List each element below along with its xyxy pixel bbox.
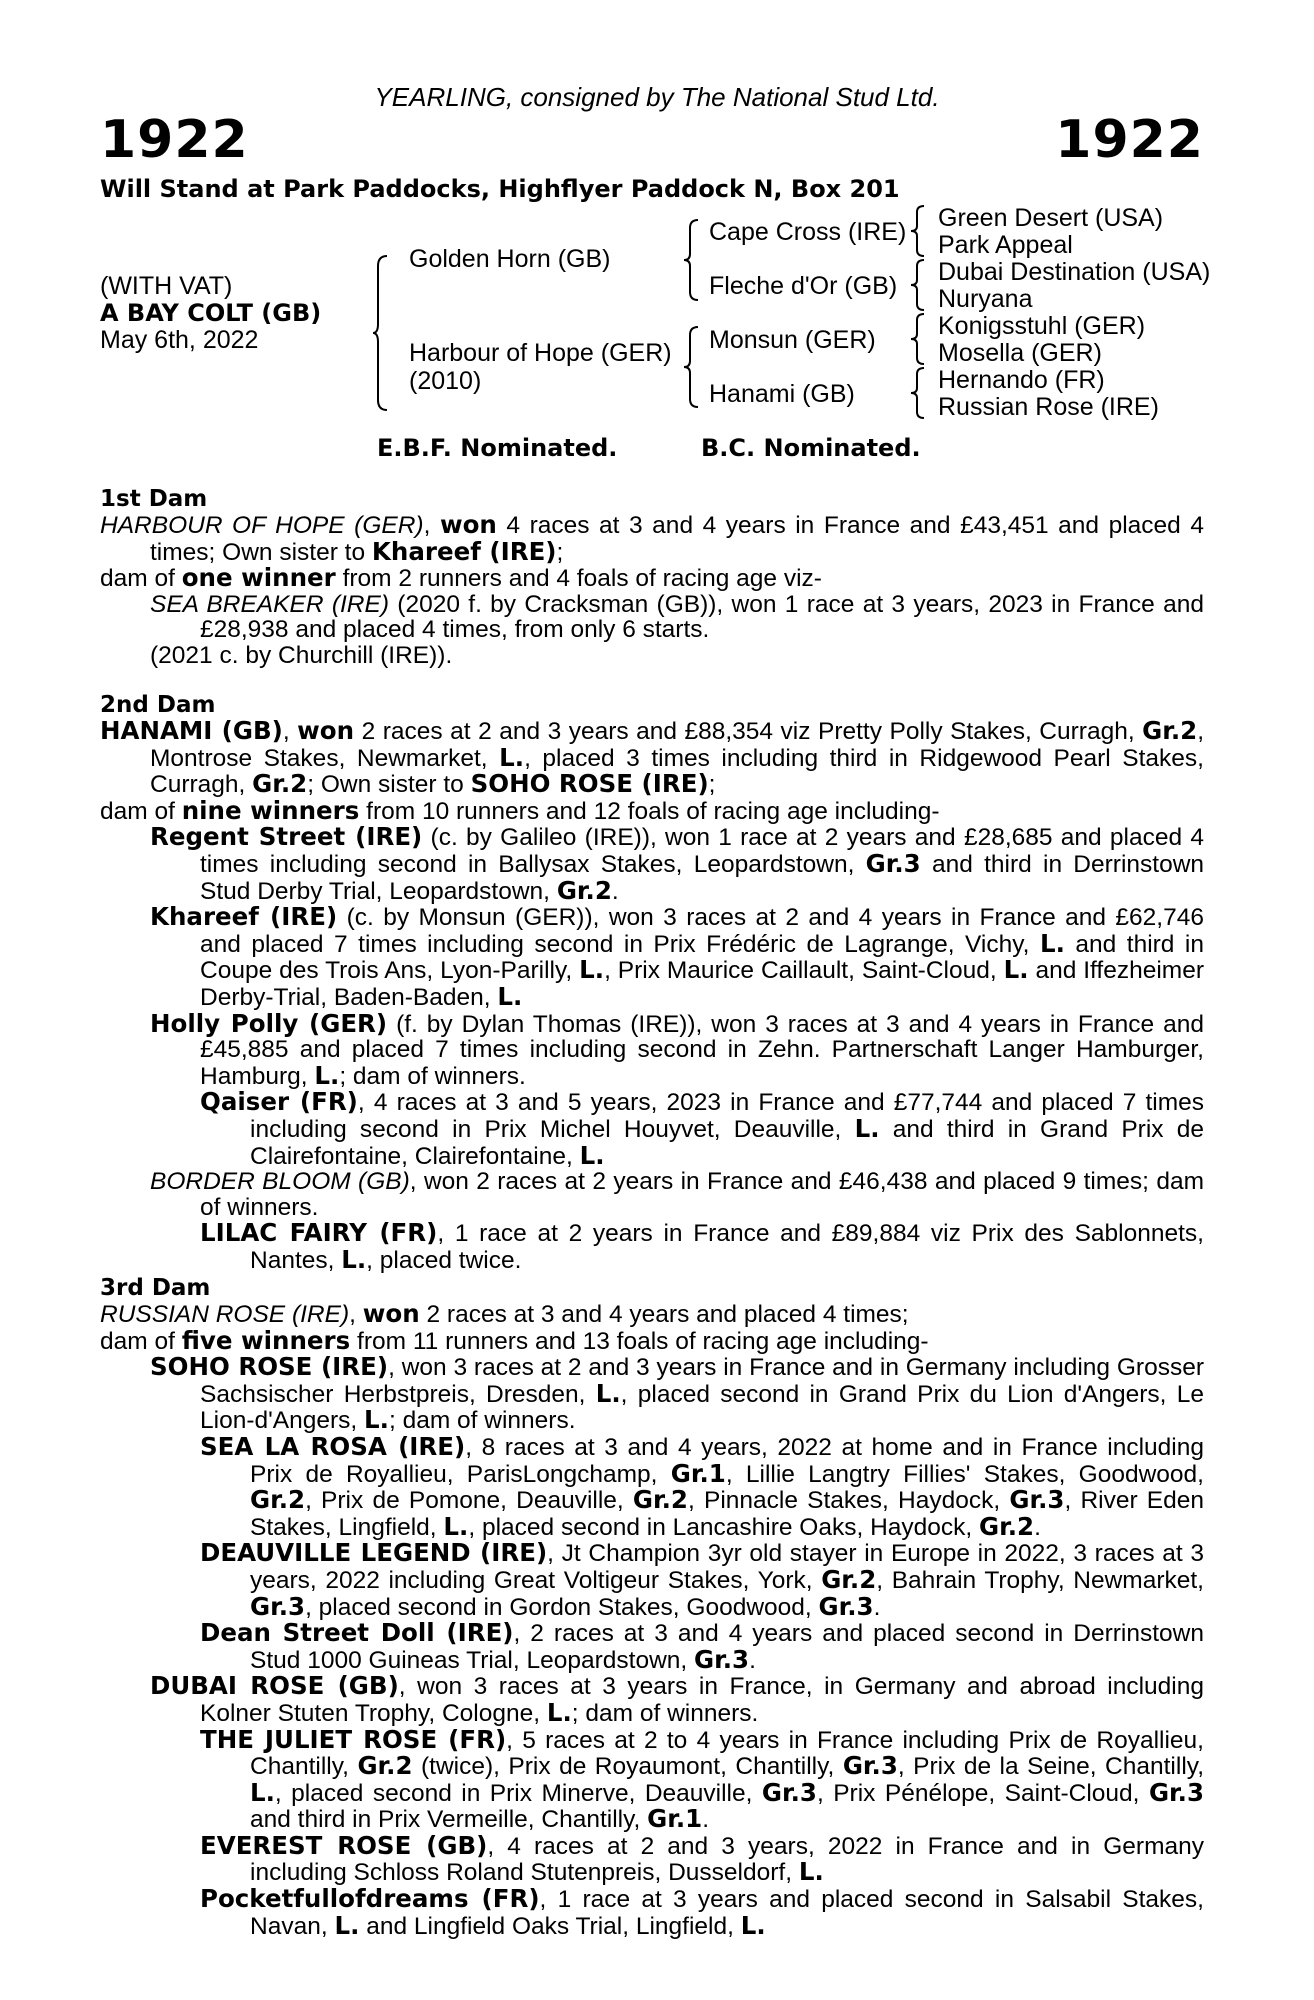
produce-entry: Dean Street Doll (IRE), 2 races at 3 and 4 years and placed second in Derrinstown Stud 1000 Guineas Trial, Leopardstown, Gr.3. — [200, 1618, 1204, 1674]
bc-nomination: B.C. Nominated. — [701, 434, 921, 462]
third-dam-record: RUSSIAN ROSE (IRE), won 2 races at 3 and 4 years and placed 4 times; — [100, 1299, 909, 1328]
first-dam-heading: 1st Dam — [100, 486, 208, 512]
dam-dam: Hanami (GB) — [709, 380, 855, 408]
sire-dam-sire: Dubai Destination (USA) — [938, 258, 1211, 286]
second-dam-produce-summary: dam of nine winners from 10 runners and 12 foals of racing age including- — [100, 795, 940, 825]
produce-entry: SOHO ROSE (IRE), won 3 races at 2 and 3 years in France and in Germany including Grosser Sachsischer Herbstpreis, Dresden, L., placed second in Grand Prix du Lion d'Angers, Le Lion-d'Angers, L.; dam of winners. — [150, 1352, 1205, 1435]
pedigree-brace-sd — [910, 258, 928, 312]
horse-name: BORDER BLOOM (GB) — [150, 1168, 410, 1196]
dam-name: HARBOUR OF HOPE (GER) — [100, 512, 424, 539]
horse-name: EVEREST ROSE (GB) — [200, 1830, 488, 1860]
dam-name: HANAMI (GB) — [100, 716, 283, 745]
second-dam-record: HANAMI (GB), won 2 races at 2 and 3 years and £88,354 viz Pretty Polly Stakes, Curragh, Gr.2, Montrose Stakes, Newmarket, L., placed 3 times including third in Ridgewood Pearl Stakes, Curragh, Gr.2; Own sister to SOHO ROSE (IRE); — [100, 716, 1205, 799]
third-dam-section — [100, 1275, 1204, 1939]
stabling-location: Will Stand at Park Paddocks, Highflyer Paddock N, Box 201 — [100, 175, 900, 203]
lot-number-left: 1922 — [100, 110, 249, 170]
dam-name: Harbour of Hope (GER) — [409, 339, 672, 367]
produce-entry: EVEREST ROSE (GB), 4 races at 2 and 3 years, 2022 in France and in Germany including Schloss Roland Stutenpreis, Dusseldorf, L. — [200, 1830, 1204, 1887]
horse-name: THE JULIET ROSE (FR) — [200, 1724, 507, 1754]
horse-name: Dean Street Doll (IRE) — [200, 1618, 514, 1648]
pedigree-brace-sire — [683, 218, 703, 302]
lot-number-right: 1922 — [1055, 110, 1204, 170]
horse-name: DEAUVILLE LEGEND (IRE) — [200, 1538, 548, 1568]
produce-entry: BORDER BLOOM (GB), won 2 races at 2 years in France and £46,438 and placed 9 times; dam of winners. — [150, 1168, 1204, 1221]
dam-sire-sire: Konigsstuhl (GER) — [938, 312, 1146, 340]
dam-sire-dam: Mosella (GER) — [938, 339, 1102, 367]
horse-name: Pocketfullofdreams (FR) — [200, 1884, 540, 1914]
produce-entry: Regent Street (IRE) (c. by Galileo (IRE)), won 1 race at 2 years and £28,685 and placed 4 times including second in Ballysax Stakes, Leopardstown, Gr.3 and third in Derrinstown Stud Derby Trial, Leopardstown, Gr.2. — [150, 822, 1205, 905]
horse-name: SEA LA ROSA (IRE) — [200, 1431, 466, 1461]
horse-name: SOHO ROSE (IRE) — [150, 1352, 389, 1382]
produce-entry: DEAUVILLE LEGEND (IRE), Jt Champion 3yr old stayer in Europe in 2022, 3 races at 3 years, 2022 including Great Voltigeur Stakes, York, Gr.2, Bahrain Trophy, Newmarket, Gr.3, placed second in Gordon Stakes, Goodwood, Gr.3. — [200, 1538, 1204, 1621]
dam-dam-sire: Hernando (FR) — [938, 366, 1105, 394]
produce-entry: Holly Polly (GER) (f. by Dylan Thomas (IRE)), won 3 races at 3 and 4 years in France and £45,885 and placed 7 times including second in Zehn. Partnerschaft Langer Hamburger, Hamburg, L.; dam of winners. — [150, 1008, 1204, 1090]
produce-entry: Khareef (IRE) (c. by Monsun (GER)), won 3 races at 2 and 4 years in France and £62,746 and placed 7 times including second in Prix Frédéric de Lagrange, Vichy, L. and third in Coupe des Trois Ans, Lyon-Parilly, L., Prix Maurice Caillault, Saint-Cloud, L. and Iffezheimer Derby-Trial, Baden-Baden, L. — [150, 902, 1204, 1011]
dam-sire: Monsun (GER) — [709, 326, 876, 354]
produce-entry: LILAC FAIRY (FR), 1 race at 2 years in France and £89,884 viz Prix des Sablonnets, Nantes, L., placed twice. — [200, 1218, 1204, 1274]
third-dam-heading: 3rd Dam — [100, 1275, 211, 1301]
produce-entry: THE JULIET ROSE (FR), 5 races at 2 to 4 years in France including Prix de Royallieu, Chantilly, Gr.2 (twice), Prix de Royaumont, Chantilly, Gr.3, Prix de la Seine, Chantilly, L., placed second in Prix Minerve, Deauville, Gr.3, Prix Pénélope, Saint-Cloud, Gr.3 and third in Prix Vermeille, Chantilly, Gr.1. — [200, 1724, 1204, 1834]
horse-name: Qaiser (FR) — [200, 1087, 358, 1117]
second-dam-section — [100, 692, 1204, 1273]
pedigree-brace-main — [372, 254, 392, 412]
vat-note: (WITH VAT) — [100, 272, 233, 300]
produce-entry: DUBAI ROSE (GB), won 3 races at 3 years in France, in Germany and abroad including Kolner Stuten Trophy, Cologne, L.; dam of winners. — [150, 1671, 1204, 1727]
pedigree-brace-ss — [910, 204, 928, 258]
produce-entry: Qaiser (FR), 4 races at 3 and 5 years, 2023 in France and £77,744 and placed 7 times including second in Prix Michel Houyvet, Deauville, L. and third in Grand Prix de Clairefontaine, Clairefontaine, L. — [200, 1087, 1204, 1170]
horse-name: DUBAI ROSE (GB) — [150, 1671, 399, 1701]
sire-sire-dam: Park Appeal — [938, 231, 1073, 259]
second-dam-heading: 2nd Dam — [100, 692, 216, 718]
first-dam-section — [100, 486, 1204, 669]
horse-name: Khareef (IRE) — [371, 536, 557, 566]
sire-name: Golden Horn (GB) — [409, 245, 611, 273]
horse-name: Khareef (IRE) — [150, 902, 338, 932]
pedigree-brace-dam — [683, 325, 703, 409]
subject-name: A BAY COLT (GB) — [100, 299, 322, 327]
horse-name: SEA BREAKER (IRE) — [150, 590, 389, 618]
first-dam-record: HARBOUR OF HOPE (GER), won 4 races at 3 and 4 years in France and £43,451 and placed 4 times; Own sister to Khareef (IRE); — [100, 510, 1204, 566]
consignor-line: YEARLING, consigned by The National Stud Ltd. — [374, 82, 940, 112]
horse-name: Holly Polly (GER) — [150, 1008, 388, 1038]
dam-dam-dam: Russian Rose (IRE) — [938, 393, 1159, 421]
dam-name: RUSSIAN ROSE (IRE) — [100, 1301, 350, 1328]
produce-entry: Pocketfullofdreams (FR), 1 race at 3 years and placed second in Salsabil Stakes, Navan, L. and Lingfield Oaks Trial, Lingfield, L. — [200, 1884, 1204, 1940]
ebf-nomination: E.B.F. Nominated. — [377, 434, 618, 462]
first-dam-produce-summary: dam of one winner from 2 runners and 4 foals of racing age viz- — [100, 563, 822, 593]
dam-foaled-year: (2010) — [409, 367, 482, 395]
pedigree-brace-dd — [910, 366, 928, 420]
sire-dam-dam: Nuryana — [938, 285, 1033, 313]
produce-entry: SEA BREAKER (IRE) (2020 f. by Cracksman (GB)), won 1 race at 3 years, 2023 in France and £28,938 and placed 4 times, from only 6 starts. — [150, 590, 1204, 644]
horse-name: LILAC FAIRY (FR) — [200, 1218, 438, 1248]
produce-entry: (2021 c. by Churchill (IRE)). — [150, 641, 453, 669]
sire-dam: Fleche d'Or (GB) — [709, 272, 898, 300]
foaling-date: May 6th, 2022 — [100, 326, 259, 354]
sire-sire: Cape Cross (IRE) — [709, 218, 907, 246]
produce-entry: SEA LA ROSA (IRE), 8 races at 3 and 4 years, 2022 at home and in France including Prix de Royallieu, ParisLongchamp, Gr.1, Lillie Langtry Fillies' Stakes, Goodwood, Gr.2, Prix de Pomone, Deauville, Gr.2, Pinnacle Stakes, Haydock, Gr.3, River Eden Stakes, Lingfield, L., placed second in Lancashire Oaks, Haydock, Gr.2. — [200, 1431, 1205, 1541]
sire-sire-sire: Green Desert (USA) — [938, 204, 1164, 232]
horse-name: Regent Street (IRE) — [150, 822, 423, 852]
third-dam-produce-summary: dam of five winners from 11 runners and 13 foals of racing age including- — [100, 1325, 929, 1355]
pedigree-brace-ds — [910, 312, 928, 366]
